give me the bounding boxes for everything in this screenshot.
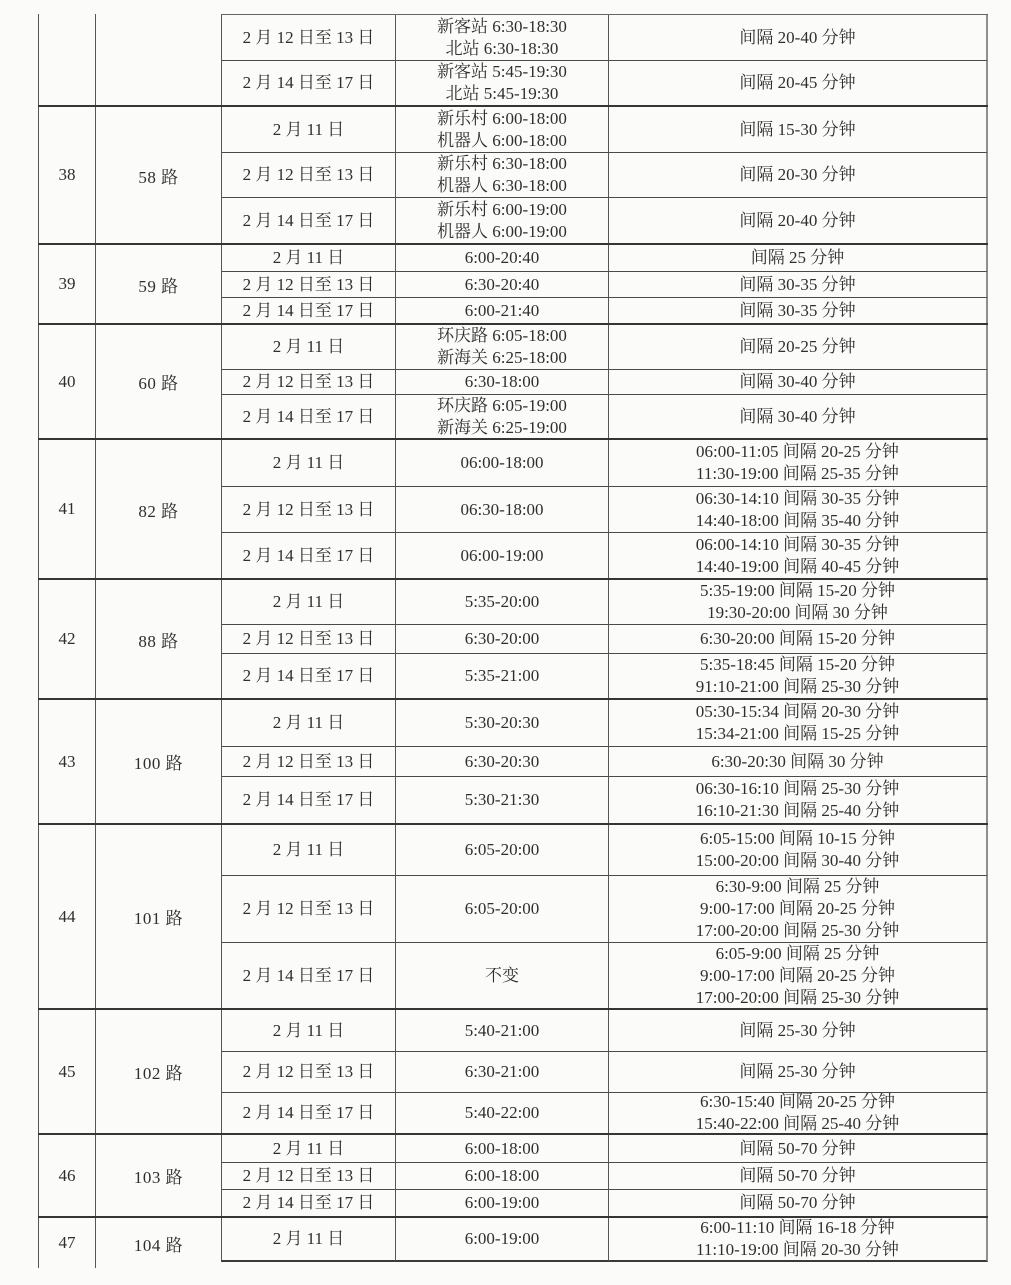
row-number-cell xyxy=(38,440,95,578)
text-line: 5:30-20:30 xyxy=(464,713,540,732)
subrows xyxy=(221,700,988,823)
operating-hours-cell xyxy=(395,1051,608,1092)
interval-cell xyxy=(608,152,988,197)
route-name-cell xyxy=(95,245,221,323)
text-line: 新乐村 6:00-18:00 xyxy=(437,108,567,128)
text-line: 2 月 11 日 xyxy=(272,1138,345,1158)
operating-hours-cell xyxy=(395,369,608,394)
operating-hours-cell xyxy=(395,1162,608,1189)
operating-hours-cell xyxy=(395,875,608,942)
date-cell xyxy=(221,776,395,823)
schedule-subrow xyxy=(221,942,988,1008)
text-line: 新乐村 6:30-18:00 xyxy=(437,154,567,173)
subrows xyxy=(221,1135,988,1216)
text-line: 6:05-20:00 xyxy=(464,840,540,859)
text-line: 6:30-20:30 xyxy=(464,751,540,771)
text-line: 间隔 15-30 分钟 xyxy=(739,119,856,139)
text-line: 2 月 12 日至 13 日 xyxy=(242,274,375,294)
text-line: 5:35-21:00 xyxy=(464,666,540,685)
text-line: 2 月 14 日至 17 日 xyxy=(242,406,375,426)
date-cell xyxy=(221,1162,395,1189)
schedule-subrow xyxy=(221,776,988,823)
route-group xyxy=(38,700,988,825)
date-cell xyxy=(221,1218,395,1262)
text-line: 43 xyxy=(58,751,76,771)
text-line: 11:10-19:00 间隔 20-30 分钟 xyxy=(696,1240,899,1259)
text-line: 6:05-9:00 间隔 25 分钟 xyxy=(715,943,880,963)
text-line: 2 月 14 日至 17 日 xyxy=(242,545,375,565)
text-line: 环庆路 6:05-18:00 xyxy=(437,326,567,345)
date-cell xyxy=(221,580,395,624)
subrows xyxy=(221,325,988,438)
text-line: 5:35-19:00 间隔 15-20 分钟 xyxy=(699,581,896,600)
text-line: 2 月 11 日 xyxy=(272,1229,345,1248)
text-line: 6:00-19:00 xyxy=(464,1229,540,1248)
text-line: 北站 5:45-19:30 xyxy=(445,84,559,103)
interval-cell xyxy=(608,1218,988,1262)
text-line: 间隔 25-30 分钟 xyxy=(739,1020,856,1040)
subrows xyxy=(221,1218,988,1268)
text-line: 6:30-21:00 xyxy=(464,1062,540,1081)
text-line: 06:30-16:10 间隔 25-30 分钟 xyxy=(695,779,900,798)
text-line: 14:40-18:00 间隔 35-40 分钟 xyxy=(695,510,900,530)
text-line: 101 路 xyxy=(133,909,184,928)
date-cell xyxy=(221,486,395,532)
text-line: 05:30-15:34 间隔 20-30 分钟 xyxy=(695,702,900,721)
date-cell xyxy=(221,245,395,271)
text-line: 新客站 6:30-18:30 xyxy=(437,16,567,36)
row-number-cell xyxy=(38,1218,95,1268)
operating-hours-cell xyxy=(395,700,608,746)
date-cell xyxy=(221,60,395,105)
text-line: 6:00-11:10 间隔 16-18 分钟 xyxy=(700,1218,895,1237)
text-line: 06:00-18:00 xyxy=(460,453,544,472)
schedule-subrow xyxy=(221,580,988,624)
text-line: 2 月 11 日 xyxy=(272,453,345,472)
route-group xyxy=(38,825,988,1010)
text-line: 2 月 12 日至 13 日 xyxy=(242,629,375,648)
operating-hours-cell xyxy=(395,942,608,1008)
text-line: 6:30-9:00 间隔 25 分钟 xyxy=(715,877,880,896)
interval-cell xyxy=(608,653,988,698)
text-line: 5:30-21:30 xyxy=(464,790,540,809)
date-cell xyxy=(221,825,395,875)
route-group xyxy=(38,325,988,440)
route-group xyxy=(38,1218,988,1268)
text-line: 39 xyxy=(58,274,76,293)
text-line: 机器人 6:00-18:00 xyxy=(437,130,567,150)
text-line: 2 月 11 日 xyxy=(272,1020,345,1040)
route-name-cell xyxy=(95,580,221,698)
interval-cell xyxy=(608,325,988,369)
operating-hours-cell xyxy=(395,1010,608,1051)
row-number-cell xyxy=(38,14,95,105)
text-line: 06:00-14:10 间隔 30-35 分钟 xyxy=(695,534,900,554)
schedule-subrow xyxy=(221,746,988,776)
text-line: 58 路 xyxy=(138,167,179,187)
schedule-subrow xyxy=(221,1135,988,1162)
text-line: 14:40-19:00 间隔 40-45 分钟 xyxy=(695,556,900,576)
date-cell xyxy=(221,1010,395,1051)
text-line: 06:30-14:10 间隔 30-35 分钟 xyxy=(695,488,900,508)
operating-hours-cell xyxy=(395,325,608,369)
text-line: 间隔 50-70 分钟 xyxy=(739,1138,856,1158)
text-line: 环庆路 6:05-19:00 xyxy=(437,395,567,415)
route-name-cell xyxy=(95,1010,221,1133)
operating-hours-cell xyxy=(395,624,608,653)
schedule-subrow xyxy=(221,486,988,532)
text-line: 2 月 11 日 xyxy=(272,840,345,859)
interval-cell xyxy=(608,1010,988,1051)
interval-cell xyxy=(608,1189,988,1216)
text-line: 104 路 xyxy=(133,1235,184,1255)
text-line: 17:00-20:00 间隔 25-30 分钟 xyxy=(695,987,900,1007)
text-line: 新客站 5:45-19:30 xyxy=(437,62,567,81)
date-cell xyxy=(221,369,395,394)
schedule-subrow xyxy=(221,1218,988,1262)
text-line: 间隔 20-45 分钟 xyxy=(739,73,856,92)
text-line: 38 xyxy=(58,165,76,184)
interval-cell xyxy=(608,580,988,624)
text-line: 2 月 14 日至 17 日 xyxy=(242,73,375,92)
schedule-subrow xyxy=(221,875,988,942)
interval-cell xyxy=(608,440,988,486)
text-line: 2 月 12 日至 13 日 xyxy=(242,1166,375,1185)
text-line: 82 路 xyxy=(138,501,179,521)
interval-cell xyxy=(608,60,988,105)
subrows xyxy=(221,14,988,105)
text-line: 新乐村 6:00-19:00 xyxy=(437,199,567,219)
text-line: 间隔 30-35 分钟 xyxy=(739,300,856,320)
text-line: 间隔 25 分钟 xyxy=(750,248,845,267)
text-line: 2 月 11 日 xyxy=(272,248,345,267)
text-line: 2 月 11 日 xyxy=(272,337,345,356)
text-line: 5:35-20:00 xyxy=(464,592,540,611)
subrows xyxy=(221,107,988,243)
operating-hours-cell xyxy=(395,825,608,875)
operating-hours-cell xyxy=(395,107,608,152)
date-cell xyxy=(221,297,395,323)
date-cell xyxy=(221,1189,395,1216)
text-line: 北站 6:30-18:30 xyxy=(445,38,559,58)
interval-cell xyxy=(608,1135,988,1162)
interval-cell xyxy=(608,746,988,776)
date-cell xyxy=(221,653,395,698)
interval-cell xyxy=(608,1092,988,1133)
route-group xyxy=(38,14,988,107)
text-line: 59 路 xyxy=(138,276,179,296)
date-cell xyxy=(221,624,395,653)
text-line: 2 月 14 日至 17 日 xyxy=(242,300,375,320)
text-line: 91:10-21:00 间隔 25-30 分钟 xyxy=(695,677,900,696)
operating-hours-cell xyxy=(395,394,608,438)
date-cell xyxy=(221,15,395,60)
text-line: 2 月 12 日至 13 日 xyxy=(242,751,375,771)
text-line: 2 月 11 日 xyxy=(272,713,345,732)
text-line: 间隔 20-30 分钟 xyxy=(739,165,856,184)
route-group xyxy=(38,1010,988,1135)
schedule-subrow xyxy=(221,152,988,197)
date-cell xyxy=(221,1051,395,1092)
text-line: 2 月 14 日至 17 日 xyxy=(242,790,375,809)
text-line: 机器人 6:30-18:00 xyxy=(437,176,567,195)
subrows xyxy=(221,440,988,578)
text-line: 6:30-20:00 xyxy=(464,629,540,648)
text-line: 2 月 12 日至 13 日 xyxy=(242,165,375,184)
date-cell xyxy=(221,1135,395,1162)
text-line: 2 月 14 日至 17 日 xyxy=(242,666,375,685)
text-line: 06:00-19:00 xyxy=(460,545,544,565)
text-line: 间隔 50-70 分钟 xyxy=(739,1193,856,1212)
interval-cell xyxy=(608,825,988,875)
date-cell xyxy=(221,875,395,942)
route-group xyxy=(38,245,988,325)
text-line: 6:00-20:40 xyxy=(464,248,540,267)
text-line: 11:30-19:00 间隔 25-35 分钟 xyxy=(696,464,899,483)
schedule-subrow xyxy=(221,245,988,271)
text-line: 17:00-20:00 间隔 25-30 分钟 xyxy=(695,921,900,940)
text-line: 6:30-20:40 xyxy=(464,274,540,294)
date-cell xyxy=(221,746,395,776)
date-cell xyxy=(221,440,395,486)
text-line: 06:30-18:00 xyxy=(460,499,544,519)
text-line: 15:40-22:00 间隔 25-40 分钟 xyxy=(695,1114,900,1133)
text-line: 间隔 30-40 分钟 xyxy=(739,406,856,426)
route-name-cell xyxy=(95,107,221,243)
row-number-cell xyxy=(38,580,95,698)
text-line: 6:00-18:00 xyxy=(464,1138,540,1158)
operating-hours-cell xyxy=(395,486,608,532)
route-name-cell xyxy=(95,825,221,1008)
interval-cell xyxy=(608,245,988,271)
operating-hours-cell xyxy=(395,1135,608,1162)
route-group xyxy=(38,1135,988,1218)
text-line: 9:00-17:00 间隔 20-25 分钟 xyxy=(699,965,896,985)
schedule-subrow xyxy=(221,325,988,369)
text-line: 47 xyxy=(58,1233,76,1252)
text-line: 2 月 12 日至 13 日 xyxy=(242,499,375,519)
schedule-subrow xyxy=(221,60,988,105)
interval-cell xyxy=(608,197,988,243)
date-cell xyxy=(221,197,395,243)
row-number-cell xyxy=(38,245,95,323)
text-line: 15:00-20:00 间隔 30-40 分钟 xyxy=(695,851,900,870)
row-number-cell xyxy=(38,325,95,438)
text-line: 46 xyxy=(58,1165,76,1185)
operating-hours-cell xyxy=(395,440,608,486)
date-cell xyxy=(221,532,395,578)
subrows xyxy=(221,825,988,1008)
text-line: 2 月 12 日至 13 日 xyxy=(242,1062,375,1081)
route-name-cell xyxy=(95,1218,221,1268)
schedule-subrow xyxy=(221,271,988,297)
schedule-subrow xyxy=(221,15,988,60)
schedule-subrow xyxy=(221,825,988,875)
text-line: 19:30-20:00 间隔 30 分钟 xyxy=(707,603,888,622)
text-line: 2 月 14 日至 17 日 xyxy=(242,1193,375,1212)
date-cell xyxy=(221,107,395,152)
text-line: 2 月 14 日至 17 日 xyxy=(242,210,375,230)
text-line: 6:30-20:00 间隔 15-20 分钟 xyxy=(699,629,896,648)
operating-hours-cell xyxy=(395,197,608,243)
operating-hours-cell xyxy=(395,245,608,271)
text-line: 间隔 20-40 分钟 xyxy=(739,210,856,230)
text-line: 9:00-17:00 间隔 20-25 分钟 xyxy=(699,899,896,918)
text-line: 6:05-15:00 间隔 10-15 分钟 xyxy=(699,829,896,848)
text-line: 6:00-19:00 xyxy=(464,1193,540,1212)
route-group xyxy=(38,107,988,245)
interval-cell xyxy=(608,1162,988,1189)
interval-cell xyxy=(608,1051,988,1092)
bus-schedule-table xyxy=(38,14,988,1268)
text-line: 新海关 6:25-18:00 xyxy=(437,348,567,367)
route-name-cell xyxy=(95,14,221,105)
route-name-cell xyxy=(95,1135,221,1216)
date-cell xyxy=(221,271,395,297)
operating-hours-cell xyxy=(395,152,608,197)
route-group xyxy=(38,580,988,700)
subrows xyxy=(221,580,988,698)
text-line: 2 月 12 日至 13 日 xyxy=(242,372,375,391)
interval-cell xyxy=(608,776,988,823)
text-line: 5:40-21:00 xyxy=(464,1020,540,1040)
route-group xyxy=(38,440,988,580)
text-line: 2 月 12 日至 13 日 xyxy=(242,27,375,47)
text-line: 16:10-21:30 间隔 25-40 分钟 xyxy=(695,801,900,820)
text-line: 2 月 11 日 xyxy=(272,592,345,611)
operating-hours-cell xyxy=(395,15,608,60)
operating-hours-cell xyxy=(395,1218,608,1262)
text-line: 5:40-22:00 xyxy=(464,1103,540,1122)
text-line: 41 xyxy=(58,499,76,518)
schedule-subrow xyxy=(221,369,988,394)
date-cell xyxy=(221,942,395,1008)
schedule-subrow xyxy=(221,197,988,243)
row-number-cell xyxy=(38,107,95,243)
schedule-subrow xyxy=(221,107,988,152)
text-line: 15:34-21:00 间隔 15-25 分钟 xyxy=(695,724,900,743)
interval-cell xyxy=(608,394,988,438)
text-line: 42 xyxy=(58,629,76,648)
row-number-cell xyxy=(38,825,95,1008)
text-line: 间隔 50-70 分钟 xyxy=(739,1166,856,1185)
text-line: 机器人 6:00-19:00 xyxy=(437,221,567,241)
schedule-subrow xyxy=(221,394,988,438)
date-cell xyxy=(221,700,395,746)
row-number-cell xyxy=(38,1135,95,1216)
text-line: 60 路 xyxy=(138,374,179,393)
schedule-subrow xyxy=(221,440,988,486)
text-line: 6:30-15:40 间隔 20-25 分钟 xyxy=(699,1092,896,1111)
interval-cell xyxy=(608,15,988,60)
schedule-subrow xyxy=(221,624,988,653)
text-line: 2 月 12 日至 13 日 xyxy=(242,899,375,918)
text-line: 102 路 xyxy=(133,1064,184,1083)
date-cell xyxy=(221,1092,395,1133)
text-line: 40 xyxy=(58,371,76,391)
text-line: 6:30-20:30 间隔 30 分钟 xyxy=(711,751,884,771)
text-line: 2 月 14 日至 17 日 xyxy=(242,1103,375,1122)
operating-hours-cell xyxy=(395,776,608,823)
interval-cell xyxy=(608,700,988,746)
schedule-subrow xyxy=(221,297,988,323)
text-line: 103 路 xyxy=(133,1168,184,1187)
text-line: 44 xyxy=(58,906,76,926)
text-line: 100 路 xyxy=(133,754,184,773)
subrows xyxy=(221,245,988,323)
interval-cell xyxy=(608,942,988,1008)
operating-hours-cell xyxy=(395,580,608,624)
interval-cell xyxy=(608,624,988,653)
schedule-subrow xyxy=(221,1092,988,1133)
text-line: 2 月 11 日 xyxy=(272,119,345,139)
text-line: 06:00-11:05 间隔 20-25 分钟 xyxy=(696,442,899,461)
text-line: 间隔 20-25 分钟 xyxy=(739,337,856,356)
operating-hours-cell xyxy=(395,532,608,578)
date-cell xyxy=(221,394,395,438)
text-line: 6:30-18:00 xyxy=(464,372,540,391)
text-line: 5:35-18:45 间隔 15-20 分钟 xyxy=(699,655,896,674)
operating-hours-cell xyxy=(395,60,608,105)
interval-cell xyxy=(608,875,988,942)
interval-cell xyxy=(608,532,988,578)
date-cell xyxy=(221,325,395,369)
route-name-cell xyxy=(95,440,221,578)
schedule-subrow xyxy=(221,1189,988,1216)
interval-cell xyxy=(608,297,988,323)
row-number-cell xyxy=(38,700,95,823)
schedule-subrow xyxy=(221,1010,988,1051)
interval-cell xyxy=(608,271,988,297)
operating-hours-cell xyxy=(395,297,608,323)
interval-cell xyxy=(608,486,988,532)
schedule-subrow xyxy=(221,1051,988,1092)
route-name-cell xyxy=(95,325,221,438)
text-line: 间隔 20-40 分钟 xyxy=(739,27,856,47)
text-line: 不变 xyxy=(485,965,519,985)
text-line: 88 路 xyxy=(138,631,179,651)
operating-hours-cell xyxy=(395,1189,608,1216)
text-line: 6:00-18:00 xyxy=(464,1166,540,1185)
route-name-cell xyxy=(95,700,221,823)
row-number-cell xyxy=(38,1010,95,1133)
text-line: 新海关 6:25-19:00 xyxy=(437,417,567,437)
text-line: 间隔 30-40 分钟 xyxy=(739,372,856,391)
schedule-subrow xyxy=(221,1162,988,1189)
text-line: 45 xyxy=(58,1061,76,1081)
interval-cell xyxy=(608,369,988,394)
text-line: 间隔 25-30 分钟 xyxy=(739,1062,856,1081)
text-line: 6:00-21:40 xyxy=(464,300,540,320)
text-line: 6:05-20:00 xyxy=(464,899,540,918)
operating-hours-cell xyxy=(395,271,608,297)
interval-cell xyxy=(608,107,988,152)
text-line: 2 月 14 日至 17 日 xyxy=(242,965,375,985)
date-cell xyxy=(221,152,395,197)
schedule-subrow xyxy=(221,700,988,746)
text-line: 间隔 30-35 分钟 xyxy=(739,274,856,294)
subrows xyxy=(221,1010,988,1133)
schedule-subrow xyxy=(221,532,988,578)
operating-hours-cell xyxy=(395,1092,608,1133)
operating-hours-cell xyxy=(395,746,608,776)
operating-hours-cell xyxy=(395,653,608,698)
schedule-subrow xyxy=(221,653,988,698)
